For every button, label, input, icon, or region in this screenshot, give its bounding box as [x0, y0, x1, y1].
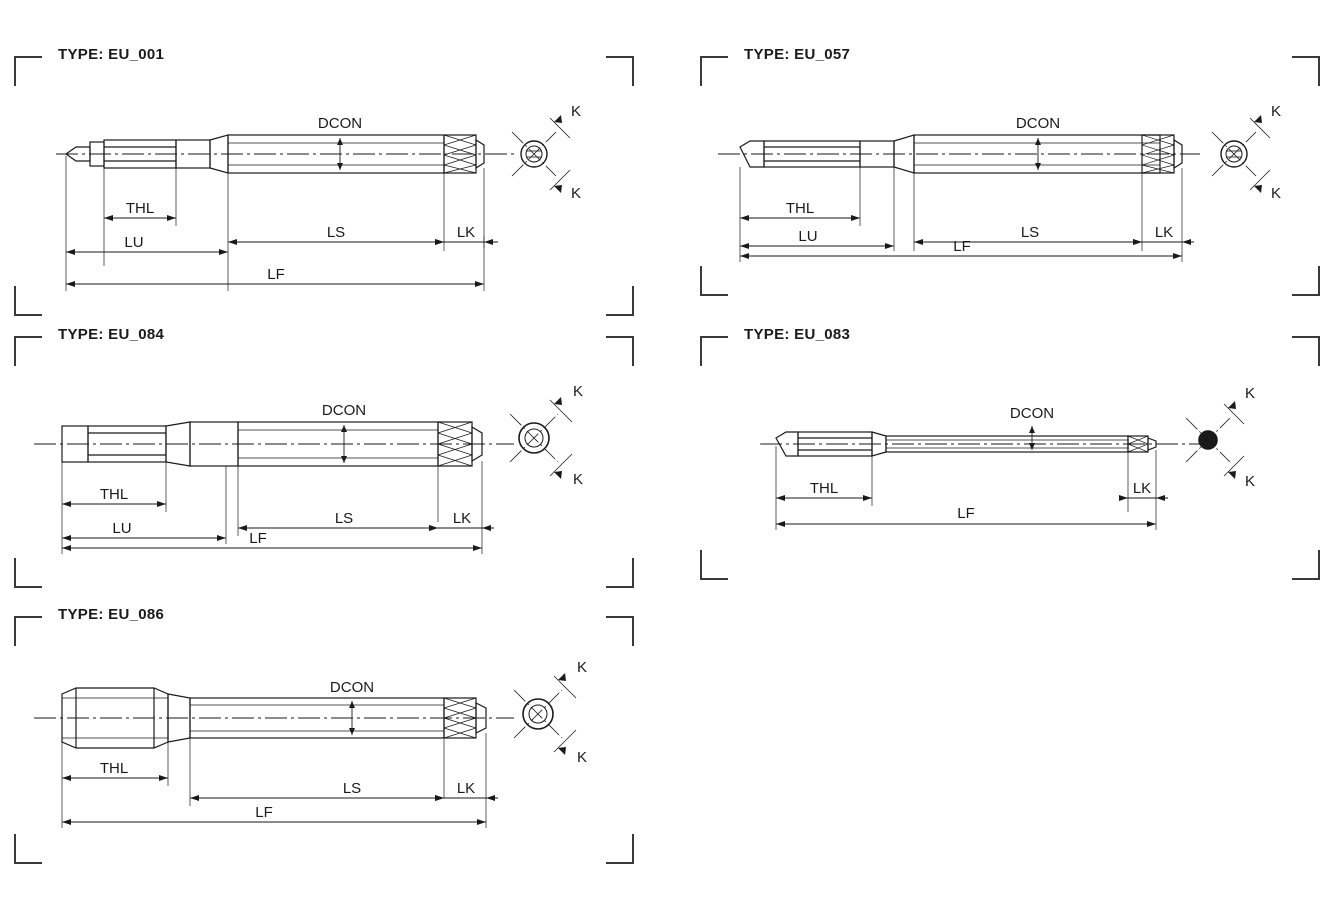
- dim-label-k-bottom: K: [1244, 473, 1256, 490]
- frame-corner-bottom-left: [700, 550, 728, 580]
- panel-eu086: [14, 606, 634, 864]
- panel-title-eu083: TYPE: EU_083: [738, 326, 856, 343]
- frame-corner-bottom-left: [14, 834, 42, 864]
- drawing-eu001: [14, 46, 634, 316]
- dim-label-lk: LK: [1132, 480, 1152, 497]
- dim-label-thl: THL: [99, 760, 129, 777]
- panel-eu084: [14, 326, 634, 588]
- dim-label-lf: LF: [267, 266, 285, 283]
- panel-eu083: [700, 326, 1320, 580]
- dim-label-dcon: DCON: [317, 115, 363, 132]
- panel-eu001: [14, 46, 634, 316]
- frame-corner-top-right: [1292, 56, 1320, 86]
- drawing-eu084: [14, 326, 634, 588]
- frame-corner-top-right: [606, 616, 634, 646]
- dim-label-k-bottom: K: [572, 471, 584, 488]
- panel-title-eu057: TYPE: EU_057: [738, 46, 856, 63]
- drawing-eu057: [700, 46, 1320, 296]
- dim-label-lk: LK: [1154, 224, 1174, 241]
- dim-label-k-bottom: K: [576, 749, 588, 766]
- frame-corner-bottom-right: [1292, 550, 1320, 580]
- dim-label-k-bottom: K: [570, 185, 582, 202]
- dim-label-k-top: K: [572, 383, 584, 400]
- frame-corner-top-left: [700, 56, 728, 86]
- dim-label-lu: LU: [112, 520, 132, 537]
- frame-corner-bottom-left: [14, 558, 42, 588]
- dim-label-thl: THL: [125, 200, 155, 217]
- frame-corner-top-left: [14, 56, 42, 86]
- dim-label-lk: LK: [456, 780, 476, 797]
- frame-corner-top-left: [14, 336, 42, 366]
- dim-label-k-bottom: K: [1270, 185, 1282, 202]
- dim-label-dcon: DCON: [1009, 405, 1055, 422]
- frame-corner-top-right: [606, 336, 634, 366]
- frame-corner-bottom-left: [700, 266, 728, 296]
- dim-label-ls: LS: [326, 224, 346, 241]
- dim-label-k-top: K: [1270, 103, 1282, 120]
- drawing-eu086: [14, 606, 634, 864]
- dim-label-dcon: DCON: [1015, 115, 1061, 132]
- dim-label-k-top: K: [1244, 385, 1256, 402]
- dim-label-lk: LK: [456, 224, 476, 241]
- dim-label-lu: LU: [798, 228, 818, 245]
- drawing-eu083: [700, 326, 1320, 580]
- dim-label-ls: LS: [334, 510, 354, 527]
- panel-title-eu001: TYPE: EU_001: [52, 46, 170, 63]
- panel-title-eu084: TYPE: EU_084: [52, 326, 170, 343]
- panel-eu057: [700, 46, 1320, 296]
- frame-corner-top-right: [1292, 336, 1320, 366]
- frame-corner-bottom-right: [606, 834, 634, 864]
- frame-corner-top-left: [14, 616, 42, 646]
- dim-label-k-top: K: [576, 659, 588, 676]
- dim-label-thl: THL: [99, 486, 129, 503]
- dim-label-thl: THL: [785, 200, 815, 217]
- dim-label-thl: THL: [809, 480, 839, 497]
- dim-label-lf: LF: [255, 804, 273, 821]
- frame-corner-bottom-right: [1292, 266, 1320, 296]
- dim-label-k-top: K: [570, 103, 582, 120]
- dim-label-lf: LF: [953, 238, 971, 255]
- dim-label-dcon: DCON: [321, 402, 367, 419]
- dim-label-dcon: DCON: [329, 679, 375, 696]
- frame-corner-bottom-left: [14, 286, 42, 316]
- dim-label-ls: LS: [342, 780, 362, 797]
- frame-corner-bottom-right: [606, 286, 634, 316]
- panel-title-eu086: TYPE: EU_086: [52, 606, 170, 623]
- frame-corner-top-left: [700, 336, 728, 366]
- frame-corner-bottom-right: [606, 558, 634, 588]
- frame-corner-top-right: [606, 56, 634, 86]
- dim-label-lu: LU: [124, 234, 144, 251]
- dim-label-lk: LK: [452, 510, 472, 527]
- dim-label-ls: LS: [1020, 224, 1040, 241]
- dim-label-lf: LF: [249, 530, 267, 547]
- dim-label-lf: LF: [957, 505, 975, 522]
